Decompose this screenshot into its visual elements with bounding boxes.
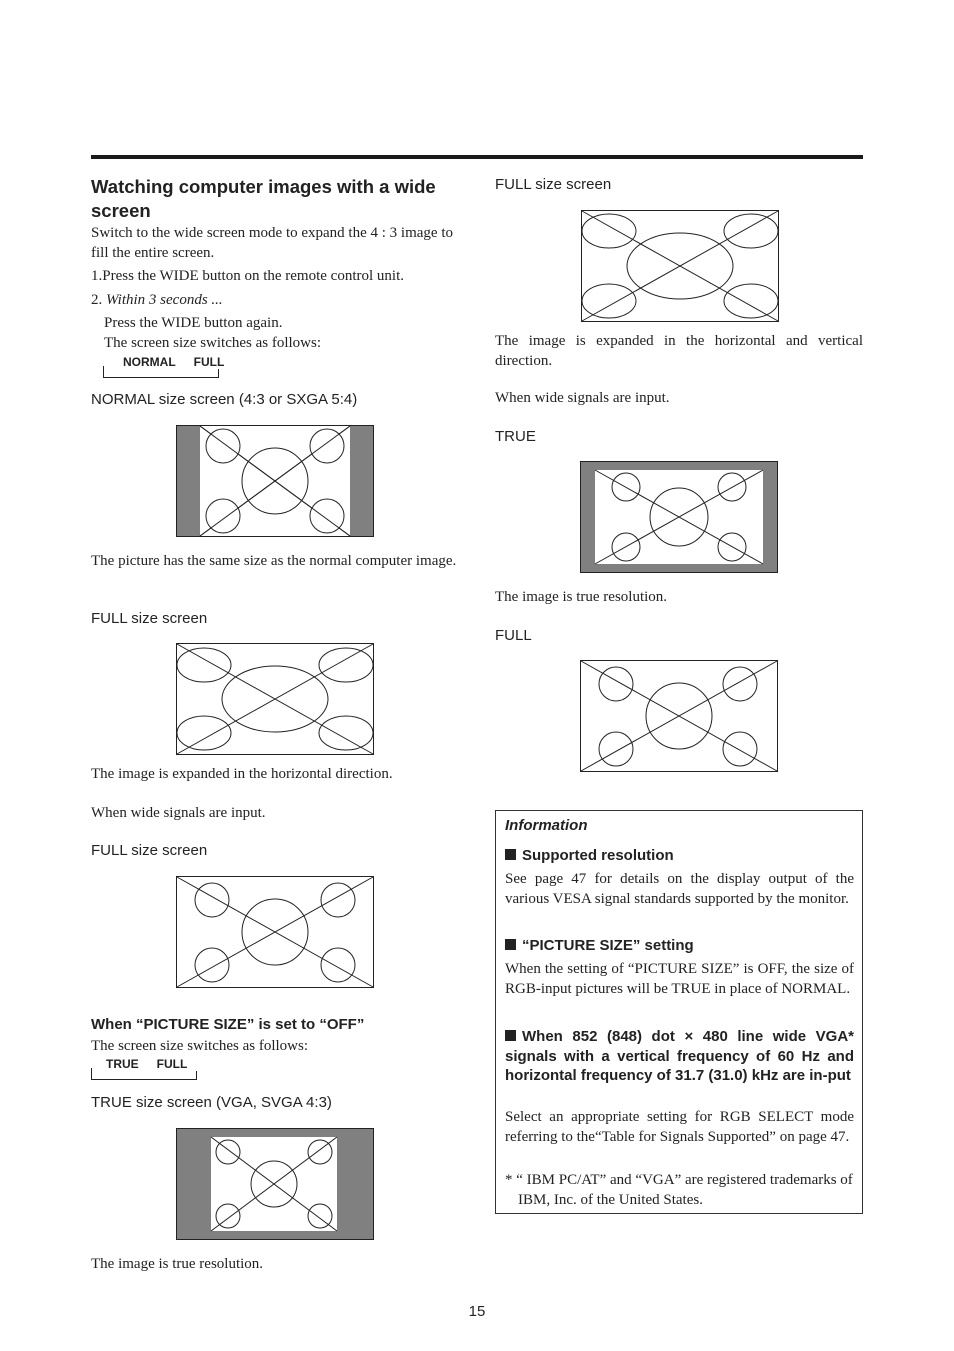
full-label-right2: FULL bbox=[495, 627, 532, 644]
full-screen-diagram-1 bbox=[176, 643, 374, 755]
normal-desc: The picture has the same size as the normal computer image. bbox=[91, 553, 457, 569]
info-footnote: * “ IBM PC/AT” and “VGA” are registered trademarks of IBM, Inc. of the United States. bbox=[505, 1172, 853, 1208]
full-desc-1: The image is expanded in the horizontal direction. bbox=[91, 766, 393, 782]
step-text: Press the WIDE button on the remote control unit. bbox=[102, 268, 405, 284]
full-screen-diagram-2 bbox=[176, 876, 374, 988]
info-sub-wide-vga bbox=[505, 1027, 854, 1086]
off-switch-text: The screen size switches as follows: bbox=[91, 1038, 309, 1054]
info-sub-text: Supported resolution bbox=[522, 847, 674, 864]
true-label-right: TRUE bbox=[495, 428, 536, 445]
true-screen-diagram-right bbox=[580, 461, 778, 573]
step-text: Within 3 seconds ... bbox=[106, 292, 223, 308]
full-screen-diagram-right bbox=[581, 210, 779, 322]
square-bullet-icon bbox=[505, 939, 516, 950]
step2-line1: Press the WIDE button again. bbox=[104, 315, 283, 331]
flow-labels bbox=[102, 1057, 209, 1071]
info-sub-text: When 852 (848) dot × 480 line wide VGA* signals with a vertical frequency of 60 Hz and horizontal frequency of 31.7 (31.0) kHz are in-put bbox=[505, 1028, 854, 1084]
wide-signals-1: When wide signals are input. bbox=[91, 805, 266, 821]
true-screen-diagram-left bbox=[176, 1128, 374, 1240]
information-box bbox=[495, 810, 863, 1214]
info-heading: Information bbox=[505, 817, 588, 834]
true-desc-right: The image is true resolution. bbox=[495, 589, 668, 605]
step-1 bbox=[91, 267, 461, 287]
square-bullet-icon bbox=[505, 1030, 516, 1041]
section-title: Watching computer images with a wide screen bbox=[91, 176, 436, 221]
full-label-right: FULL size screen bbox=[495, 176, 612, 193]
page-number: 15 bbox=[468, 1303, 486, 1320]
step2-line2: The screen size switches as follows: bbox=[104, 335, 322, 351]
info-sub-supported-resolution bbox=[505, 846, 674, 866]
true-label-left: TRUE size screen (VGA, SVGA 4:3) bbox=[91, 1094, 332, 1111]
step-2 bbox=[91, 291, 461, 311]
size-flow-true-full bbox=[79, 1057, 209, 1080]
normal-screen-diagram bbox=[176, 425, 374, 537]
header-rule bbox=[91, 155, 863, 159]
wide-signals-2: When wide signals are input. bbox=[495, 390, 670, 406]
square-bullet-icon bbox=[505, 849, 516, 860]
full-label-1: FULL size screen bbox=[91, 610, 208, 627]
step-number: 1. bbox=[91, 268, 103, 284]
info-sub-picture-size bbox=[505, 936, 694, 956]
normal-label: NORMAL size screen (4:3 or SXGA 5:4) bbox=[91, 391, 358, 408]
flow-label: NORMAL bbox=[123, 355, 176, 369]
info-text-2: When the setting of “PICTURE SIZE” is OFF, the size of RGB-input pictures will be TRUE in place of NORMAL. bbox=[505, 961, 854, 997]
full-desc-right: The image is expanded in the horizontal and vertical direction. bbox=[495, 333, 863, 369]
flow-label: FULL bbox=[193, 355, 225, 369]
step-number: 2. bbox=[91, 292, 103, 308]
full-label-2: FULL size screen bbox=[91, 842, 208, 859]
info-text-3: Select an appropriate setting for RGB SELECT mode referring to the“Table for Signals Supported” on page 47. bbox=[505, 1109, 854, 1145]
full-screen-diagram-right2 bbox=[580, 660, 778, 772]
off-heading: When “PICTURE SIZE” is set to “OFF” bbox=[91, 1016, 365, 1033]
info-sub-text: “PICTURE SIZE” setting bbox=[522, 937, 694, 954]
intro-text: Switch to the wide screen mode to expand the 4 : 3 image to fill the entire screen. bbox=[91, 225, 453, 261]
true-desc-left: The image is true resolution. bbox=[91, 1256, 264, 1272]
flow-label: FULL bbox=[156, 1057, 188, 1071]
size-flow-normal-full bbox=[91, 355, 231, 378]
flow-label: TRUE bbox=[106, 1057, 139, 1071]
info-text-1: See page 47 for details on the display output of the various VESA signal standards supported by the monitor. bbox=[505, 871, 854, 907]
flow-labels bbox=[119, 355, 246, 369]
